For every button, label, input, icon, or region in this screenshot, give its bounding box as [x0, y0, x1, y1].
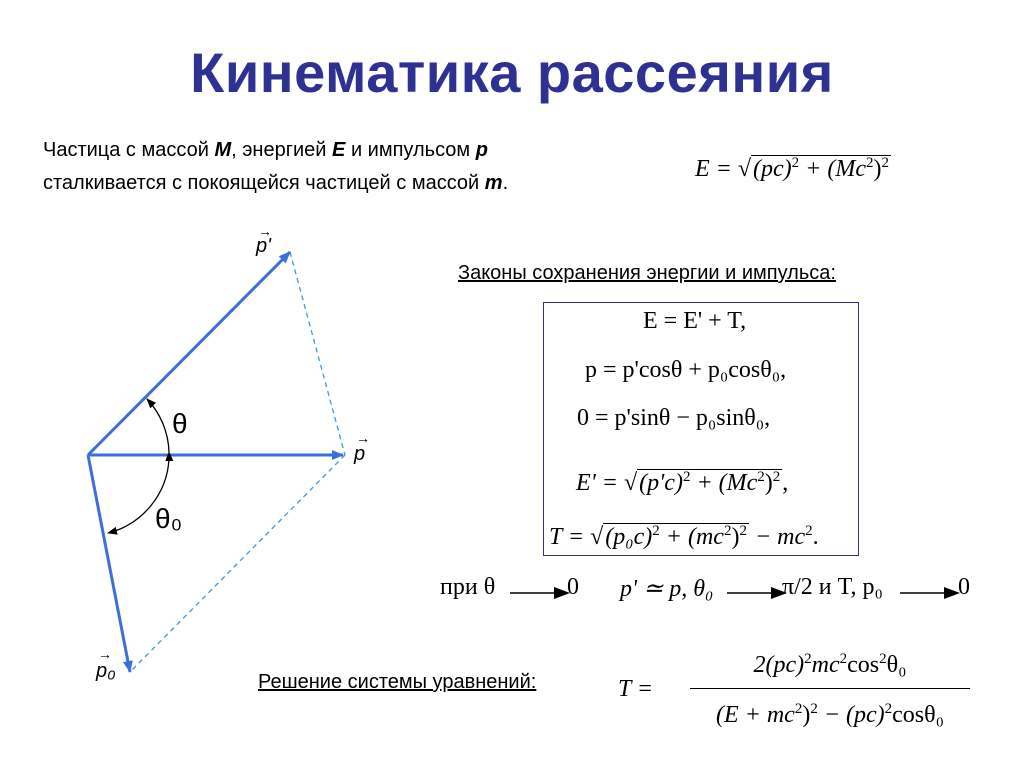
theta-arc	[147, 399, 169, 452]
momentum-symbol: p	[475, 139, 488, 161]
arrow-accent: →	[98, 646, 112, 662]
mass-symbol: M	[214, 139, 232, 161]
target-mass-symbol: m	[484, 172, 503, 194]
intro-text-part: .	[502, 172, 509, 194]
exponent: 2	[791, 155, 800, 171]
slide-title: Кинематика рассеяния	[190, 41, 834, 104]
formula-term: )	[764, 470, 773, 496]
theta-label: θ	[172, 408, 188, 439]
intro-text-part: Частица с массой	[43, 139, 215, 161]
solution-label: Решение системы уравнений:	[258, 671, 537, 693]
exponent: 2	[652, 523, 660, 539]
exponent: 2	[881, 155, 890, 171]
formula-lhs: T =	[618, 676, 654, 702]
formula-term: + (Mc	[799, 156, 867, 182]
equation-scattered-energy: $E' = √(p'c)^2 + (Mc^2)^2$,	[576, 469, 789, 496]
exponent: 2	[805, 523, 813, 539]
formula-term: (E + mc	[715, 702, 795, 728]
formula-term: θ₀	[886, 652, 907, 678]
formula-term: .	[812, 524, 819, 550]
theta0-label: θ₀	[155, 503, 183, 534]
formula-term: ,	[782, 470, 789, 496]
formula-term: 2(pc)	[753, 652, 805, 678]
exponent: 2	[794, 701, 803, 717]
exponent: 2	[739, 523, 747, 539]
formula-term: )	[873, 156, 882, 182]
p0-label: p₀	[96, 660, 116, 682]
intro-text-part: сталкивается с покоящейся частицей с массой	[43, 172, 485, 194]
exponent: 2	[839, 651, 848, 667]
formula-term: cos	[847, 652, 880, 678]
formula-term: )	[802, 702, 811, 728]
equation-momentum-x: p = p'cosθ + p₀cosθ₀,	[585, 357, 787, 383]
vector-p-prime	[88, 252, 290, 455]
formula-term: + (Mc	[690, 470, 758, 496]
exponent: 2	[879, 651, 887, 667]
formula-term: − mc	[748, 524, 806, 550]
vector-p0	[88, 455, 130, 672]
formula-term: )	[731, 524, 740, 550]
limit-text: при θ	[440, 574, 496, 600]
formula-term: (pc)	[753, 156, 792, 182]
equation-momentum-y: 0 = p'sinθ − p₀sinθ₀,	[577, 405, 771, 431]
formula-term: + (mc	[659, 524, 724, 550]
intro-text-part: , энергией	[231, 139, 333, 161]
exponent: 2	[757, 469, 765, 485]
dashed-line-p-prime	[290, 252, 345, 455]
exponent: 2	[810, 701, 818, 717]
formula-term: (p'c)	[639, 470, 683, 496]
energy-symbol: E	[332, 139, 346, 161]
formula-lhs: E' =	[576, 470, 618, 496]
formula-term: (p₀c)	[605, 524, 653, 550]
exponent: 2	[866, 155, 874, 171]
arrow-accent: →	[356, 430, 370, 446]
limit-text: 0	[567, 574, 579, 600]
p-prime-label: p'	[256, 235, 271, 257]
p-label: p	[354, 443, 366, 465]
formula-lhs: E =	[695, 156, 732, 182]
exponent: 2	[804, 651, 812, 667]
limit-text: π/2 и T, p₀	[782, 574, 883, 600]
exponent: 2	[772, 469, 781, 485]
limit-text: 0	[958, 574, 970, 600]
formula-term: mc	[811, 652, 840, 678]
equation-energy: E = E' + T,	[643, 308, 747, 334]
exponent: 2	[682, 469, 691, 485]
equation-kinetic-energy: $T = √(p_0c)^2 + (mc^2)^2 - mc^2$.	[549, 523, 819, 550]
conservation-heading: Законы сохранения энергии и импульса:	[458, 262, 836, 284]
intro-text-part: и импульсом	[345, 139, 476, 161]
exponent: 2	[884, 701, 893, 717]
arrow-accent: →	[258, 223, 272, 239]
formula-term: cosθ₀	[892, 702, 945, 728]
limit-text: p' ≃ p, θ₀	[620, 576, 714, 602]
formula-lhs: T =	[549, 524, 585, 550]
exponent: 2	[723, 523, 732, 539]
formula-term: − (pc)	[817, 702, 885, 728]
energy-formula: $E = √(pc)^2 + (Mc^2)^2$	[695, 155, 890, 182]
